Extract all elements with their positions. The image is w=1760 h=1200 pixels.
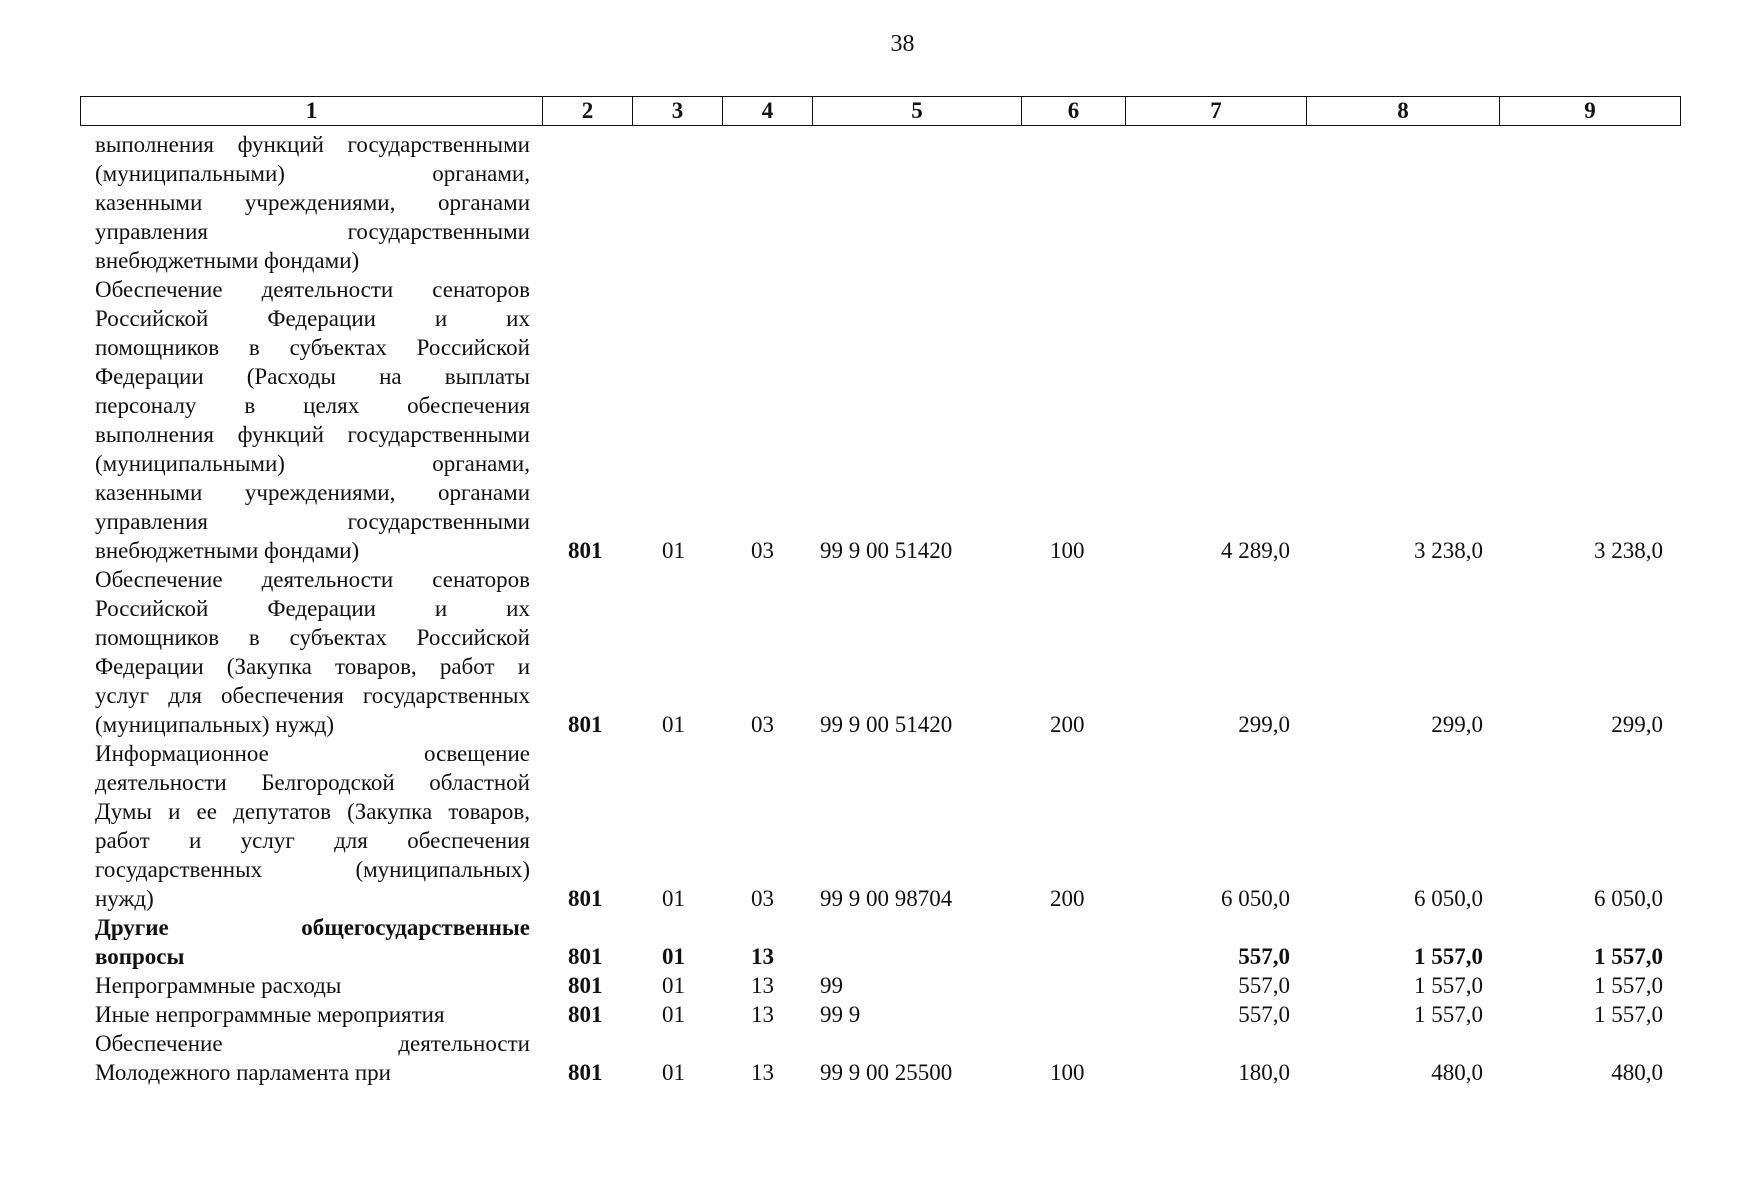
row-col-7: 557,0 [1238,944,1290,969]
row-description [95,1029,530,1087]
row-description-line: услуг для обеспечения государственных [95,683,530,708]
row-col-4: 13 [751,944,774,969]
header-col-5: 5 [813,97,1022,126]
row-col-8: 1 557,0 [1414,1002,1483,1027]
row-description-line: работ и услуг для обеспечения [95,828,530,853]
row-description-line: управления государственными [95,509,530,534]
row-col-3: 01 [662,886,685,911]
row-col-7: 180,0 [1238,1060,1290,1085]
row-col-8: 1 557,0 [1414,944,1483,969]
row-col-2: 801 [568,973,603,998]
page-number: 38 [890,31,915,57]
row-description [95,565,530,739]
row-description-line: вопросы [95,944,185,969]
row-col-2: 801 [568,1060,603,1085]
row-col-4: 13 [751,973,774,998]
row-col-3: 01 [662,712,685,737]
row-description-line: внебюджетными фондами) [95,248,360,273]
row-description-line: нужд) [95,886,154,911]
row-col-3: 01 [662,1060,685,1085]
row-description-line: Обеспечение деятельности сенаторов [95,567,530,592]
row-description-line: Молодежного парламента при [95,1060,391,1085]
row-col-2: 801 [568,712,603,737]
row-description-line: Информационное освещение [95,741,530,766]
row-description-line: (муниципальными) органами, [95,451,530,476]
header-col-6: 6 [1022,97,1126,126]
row-col-3: 01 [662,538,685,563]
row-col-2: 801 [568,538,603,563]
table-row [0,739,1760,913]
row-description-line: государственных (муниципальных) [95,857,530,882]
row-description-line: помощников в субъектах Российской [95,335,530,360]
row-description-line: Другие общегосударственные [95,915,530,940]
row-col-9: 480,0 [1611,1060,1663,1085]
row-col-9: 1 557,0 [1594,1002,1663,1027]
row-description [95,739,530,913]
row-col-7: 4 289,0 [1221,538,1290,563]
row-col-9: 3 238,0 [1594,538,1663,563]
row-col-7: 557,0 [1238,1002,1290,1027]
row-description-line: выполнения функций государственными [95,422,530,447]
row-col-3: 01 [662,944,685,969]
row-description-line: Федерации (Расходы на выплаты [95,364,530,389]
row-col-4: 03 [751,712,774,737]
row-col-5: 99 9 00 25500 [820,1060,953,1085]
row-description [95,130,530,275]
row-description-line: Иные непрограммные мероприятия [95,1002,445,1027]
row-description-line: (муниципальных) нужд) [95,712,335,737]
row-col-5: 99 9 00 98704 [820,886,953,911]
row-description-line: казенными учреждениями, органами [95,190,530,215]
row-col-6: 100 [1050,1060,1085,1085]
row-col-6: 200 [1050,886,1085,911]
header-col-9: 9 [1500,97,1681,126]
row-col-3: 01 [662,973,685,998]
row-description [95,971,530,1000]
table-row [0,913,1760,971]
row-col-2: 801 [568,944,603,969]
row-col-4: 03 [751,538,774,563]
row-description [95,275,530,565]
row-description-line: Федерации (Закупка товаров, работ и [95,654,530,679]
row-description-line: Российской Федерации и их [95,596,530,621]
row-col-7: 299,0 [1238,712,1290,737]
row-col-4: 13 [751,1002,774,1027]
row-col-7: 557,0 [1238,973,1290,998]
row-col-8: 480,0 [1431,1060,1483,1085]
table-row [0,1029,1760,1087]
header-col-8: 8 [1307,97,1500,126]
row-col-3: 01 [662,1002,685,1027]
table-row [0,130,1760,275]
row-col-8: 1 557,0 [1414,973,1483,998]
row-description-line: Обеспечение деятельности [95,1031,530,1056]
row-col-7: 6 050,0 [1221,886,1290,911]
header-col-1: 1 [81,97,543,126]
row-description [95,913,530,971]
table-row [0,565,1760,739]
row-col-8: 3 238,0 [1414,538,1483,563]
row-description-line: Думы и ее депутатов (Закупка товаров, [95,799,530,824]
table-row [0,275,1760,565]
row-description-line: казенными учреждениями, органами [95,480,530,505]
header-col-3: 3 [633,97,723,126]
row-col-8: 299,0 [1431,712,1483,737]
row-col-6: 200 [1050,712,1085,737]
row-col-2: 801 [568,886,603,911]
row-col-4: 13 [751,1060,774,1085]
row-description [95,1000,530,1029]
row-col-4: 03 [751,886,774,911]
row-col-6: 100 [1050,538,1085,563]
row-col-9: 299,0 [1611,712,1663,737]
row-description-line: Обеспечение деятельности сенаторов [95,277,530,302]
header-col-2: 2 [543,97,633,126]
row-col-5: 99 9 [820,1002,861,1027]
row-col-5: 99 9 00 51420 [820,538,953,563]
row-col-9: 6 050,0 [1594,886,1663,911]
row-description-line: Непрограммные расходы [95,973,342,998]
row-description-line: внебюджетными фондами) [95,538,360,563]
table-row [0,971,1760,1000]
row-col-2: 801 [568,1002,603,1027]
row-col-5: 99 9 00 51420 [820,712,953,737]
row-description-line: персоналу в целях обеспечения [95,393,530,418]
row-description-line: (муниципальными) органами, [95,161,530,186]
row-col-9: 1 557,0 [1594,973,1663,998]
header-col-4: 4 [723,97,813,126]
row-description-line: помощников в субъектах Российской [95,625,530,650]
row-col-9: 1 557,0 [1594,944,1663,969]
header-col-7: 7 [1126,97,1307,126]
row-col-5: 99 [820,973,843,998]
row-description-line: выполнения функций государственными [95,132,530,157]
table-row [0,1000,1760,1029]
row-description-line: Российской Федерации и их [95,306,530,331]
row-description-line: управления государственными [95,219,530,244]
row-description-line: деятельности Белгородской областной [95,770,530,795]
row-col-8: 6 050,0 [1414,886,1483,911]
